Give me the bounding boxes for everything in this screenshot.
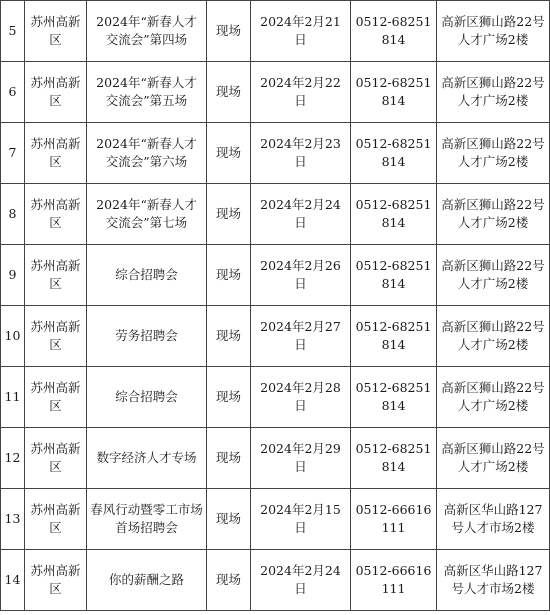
event-date-cell bbox=[251, 1, 351, 62]
contact-phone-cell-text: 0512-68251814 bbox=[355, 258, 432, 291]
contact-phone-cell bbox=[351, 245, 437, 306]
contact-phone-cell-text: 0512-68251814 bbox=[355, 14, 432, 47]
table-row bbox=[1, 245, 550, 306]
event-name-cell bbox=[87, 428, 207, 489]
table-row bbox=[1, 306, 550, 367]
contact-phone-cell-text: 0512-68251814 bbox=[355, 380, 432, 413]
district-cell bbox=[25, 428, 87, 489]
event-date-cell-text: 2024年2月24日 bbox=[260, 197, 341, 230]
venue-address-cell-text: 高新区狮山路22号人才广场2楼 bbox=[441, 136, 545, 169]
event-date-cell-text: 2024年2月26日 bbox=[260, 258, 341, 291]
event-name-cell-text: 2024年“新春人才交流会”第四场 bbox=[96, 14, 197, 47]
event-name-cell-text: 2024年“新春人才交流会”第七场 bbox=[96, 197, 197, 230]
venue-address-cell-text: 高新区狮山路22号人才广场2楼 bbox=[441, 441, 545, 474]
contact-phone-cell bbox=[351, 428, 437, 489]
event-date-cell-text: 2024年2月22日 bbox=[260, 75, 341, 108]
event-date-cell bbox=[251, 184, 351, 245]
event-form-cell bbox=[207, 306, 251, 367]
district-cell-text: 苏州高新区 bbox=[30, 563, 81, 596]
event-form-cell bbox=[207, 550, 251, 611]
event-name-cell-text: 数字经济人才专场 bbox=[96, 450, 197, 465]
event-name-cell bbox=[87, 367, 207, 428]
table-row bbox=[1, 184, 550, 245]
event-form-cell bbox=[207, 245, 251, 306]
district-cell-text: 苏州高新区 bbox=[30, 197, 81, 230]
row-number-text: 8 bbox=[8, 206, 17, 221]
event-form-cell bbox=[207, 123, 251, 184]
row-number-text: 12 bbox=[4, 450, 21, 465]
event-name-cell-text: 春风行动暨零工市场首场招聘会 bbox=[90, 502, 203, 535]
event-form-cell bbox=[207, 367, 251, 428]
venue-address-cell-text: 高新区狮山路22号人才广场2楼 bbox=[441, 197, 545, 230]
row-number-text: 13 bbox=[4, 511, 21, 526]
contact-phone-cell-text: 0512-68251814 bbox=[355, 136, 432, 169]
contact-phone-cell-text: 0512-66616111 bbox=[355, 502, 432, 535]
event-date-cell-text: 2024年2月23日 bbox=[260, 136, 341, 169]
venue-address-cell bbox=[437, 550, 550, 611]
event-form-cell-text: 现场 bbox=[215, 572, 241, 587]
district-cell bbox=[25, 367, 87, 428]
district-cell-text: 苏州高新区 bbox=[30, 75, 81, 108]
table-row bbox=[1, 62, 550, 123]
event-date-cell bbox=[251, 428, 351, 489]
row-number-text: 6 bbox=[8, 84, 17, 99]
contact-phone-cell-text: 0512-68251814 bbox=[355, 319, 432, 352]
event-name-cell-text: 2024年“新春人才交流会”第六场 bbox=[96, 136, 197, 169]
event-date-cell-text: 2024年2月28日 bbox=[260, 380, 341, 413]
district-cell bbox=[25, 306, 87, 367]
event-form-cell-text: 现场 bbox=[215, 267, 241, 282]
event-form-cell bbox=[207, 184, 251, 245]
event-name-cell-text: 综合招聘会 bbox=[115, 267, 178, 282]
district-cell bbox=[25, 550, 87, 611]
event-form-cell bbox=[207, 1, 251, 62]
event-form-cell-text: 现场 bbox=[215, 23, 241, 38]
event-form-cell-text: 现场 bbox=[215, 145, 241, 160]
event-form-cell-text: 现场 bbox=[215, 389, 241, 404]
row-number bbox=[1, 428, 25, 489]
event-name-cell bbox=[87, 184, 207, 245]
contact-phone-cell bbox=[351, 550, 437, 611]
contact-phone-cell-text: 0512-66616111 bbox=[355, 563, 432, 596]
venue-address-cell bbox=[437, 245, 550, 306]
event-date-cell bbox=[251, 62, 351, 123]
row-number bbox=[1, 245, 25, 306]
venue-address-cell-text: 高新区华山路127号人才市场2楼 bbox=[443, 502, 543, 535]
event-date-cell bbox=[251, 306, 351, 367]
table-row bbox=[1, 367, 550, 428]
contact-phone-cell bbox=[351, 123, 437, 184]
row-number-text: 14 bbox=[4, 572, 21, 587]
event-form-cell bbox=[207, 489, 251, 550]
event-name-cell-text: 综合招聘会 bbox=[115, 389, 178, 404]
row-number-text: 7 bbox=[8, 145, 17, 160]
contact-phone-cell bbox=[351, 62, 437, 123]
district-cell bbox=[25, 245, 87, 306]
venue-address-cell bbox=[437, 123, 550, 184]
event-form-cell-text: 现场 bbox=[215, 328, 241, 343]
event-form-cell-text: 现场 bbox=[215, 206, 241, 221]
event-name-cell bbox=[87, 489, 207, 550]
venue-address-cell bbox=[437, 62, 550, 123]
contact-phone-cell-text: 0512-68251814 bbox=[355, 75, 432, 108]
table-row bbox=[1, 123, 550, 184]
contact-phone-cell-text: 0512-68251814 bbox=[355, 197, 432, 230]
event-name-cell-text: 劳务招聘会 bbox=[115, 328, 178, 343]
contact-phone-cell bbox=[351, 489, 437, 550]
venue-address-cell-text: 高新区狮山路22号人才广场2楼 bbox=[441, 319, 545, 352]
row-number bbox=[1, 367, 25, 428]
district-cell bbox=[25, 489, 87, 550]
event-name-cell bbox=[87, 62, 207, 123]
row-number-text: 5 bbox=[8, 23, 17, 38]
contact-phone-cell-text: 0512-68251814 bbox=[355, 441, 432, 474]
venue-address-cell-text: 高新区华山路127号人才市场2楼 bbox=[443, 563, 543, 596]
district-cell-text: 苏州高新区 bbox=[30, 319, 81, 352]
venue-address-cell-text: 高新区狮山路22号人才广场2楼 bbox=[441, 380, 545, 413]
venue-address-cell-text: 高新区狮山路22号人才广场2楼 bbox=[441, 14, 545, 47]
event-date-cell-text: 2024年2月15日 bbox=[260, 502, 341, 535]
district-cell-text: 苏州高新区 bbox=[30, 258, 81, 291]
row-number bbox=[1, 550, 25, 611]
venue-address-cell bbox=[437, 1, 550, 62]
row-number bbox=[1, 62, 25, 123]
event-date-cell bbox=[251, 489, 351, 550]
event-date-cell bbox=[251, 550, 351, 611]
event-name-cell-text: 你的薪酬之路 bbox=[108, 572, 184, 587]
event-date-cell bbox=[251, 367, 351, 428]
contact-phone-cell bbox=[351, 184, 437, 245]
event-date-cell-text: 2024年2月27日 bbox=[260, 319, 341, 352]
district-cell-text: 苏州高新区 bbox=[30, 136, 81, 169]
event-date-cell-text: 2024年2月21日 bbox=[260, 14, 341, 47]
venue-address-cell-text: 高新区狮山路22号人才广场2楼 bbox=[441, 75, 545, 108]
venue-address-cell bbox=[437, 184, 550, 245]
event-name-cell-text: 2024年“新春人才交流会”第五场 bbox=[96, 75, 197, 108]
event-form-cell-text: 现场 bbox=[215, 450, 241, 465]
row-number bbox=[1, 123, 25, 184]
district-cell-text: 苏州高新区 bbox=[30, 14, 81, 47]
district-cell bbox=[25, 62, 87, 123]
event-date-cell bbox=[251, 245, 351, 306]
venue-address-cell bbox=[437, 489, 550, 550]
contact-phone-cell bbox=[351, 306, 437, 367]
venue-address-cell bbox=[437, 428, 550, 489]
district-cell bbox=[25, 1, 87, 62]
contact-phone-cell bbox=[351, 367, 437, 428]
row-number bbox=[1, 306, 25, 367]
row-number-text: 9 bbox=[8, 267, 17, 282]
district-cell bbox=[25, 184, 87, 245]
event-form-cell bbox=[207, 428, 251, 489]
event-name-cell bbox=[87, 1, 207, 62]
event-name-cell bbox=[87, 306, 207, 367]
table-row bbox=[1, 489, 550, 550]
event-form-cell bbox=[207, 62, 251, 123]
contact-phone-cell bbox=[351, 1, 437, 62]
event-date-cell-text: 2024年2月24日 bbox=[260, 563, 341, 596]
venue-address-cell-text: 高新区狮山路22号人才广场2楼 bbox=[441, 258, 545, 291]
venue-address-cell bbox=[437, 367, 550, 428]
table-row bbox=[1, 1, 550, 62]
table-row bbox=[1, 550, 550, 611]
event-name-cell bbox=[87, 550, 207, 611]
district-cell bbox=[25, 123, 87, 184]
district-cell-text: 苏州高新区 bbox=[30, 502, 81, 535]
event-name-cell bbox=[87, 245, 207, 306]
venue-address-cell bbox=[437, 306, 550, 367]
row-number bbox=[1, 184, 25, 245]
event-date-cell bbox=[251, 123, 351, 184]
row-number-text: 10 bbox=[4, 328, 21, 343]
district-cell-text: 苏州高新区 bbox=[30, 441, 81, 474]
table-row bbox=[1, 428, 550, 489]
row-number bbox=[1, 1, 25, 62]
row-number bbox=[1, 489, 25, 550]
table-body bbox=[1, 1, 550, 611]
event-form-cell-text: 现场 bbox=[215, 511, 241, 526]
district-cell-text: 苏州高新区 bbox=[30, 380, 81, 413]
event-name-cell bbox=[87, 123, 207, 184]
event-date-cell-text: 2024年2月29日 bbox=[260, 441, 341, 474]
row-number-text: 11 bbox=[4, 389, 21, 404]
event-form-cell-text: 现场 bbox=[215, 84, 241, 99]
